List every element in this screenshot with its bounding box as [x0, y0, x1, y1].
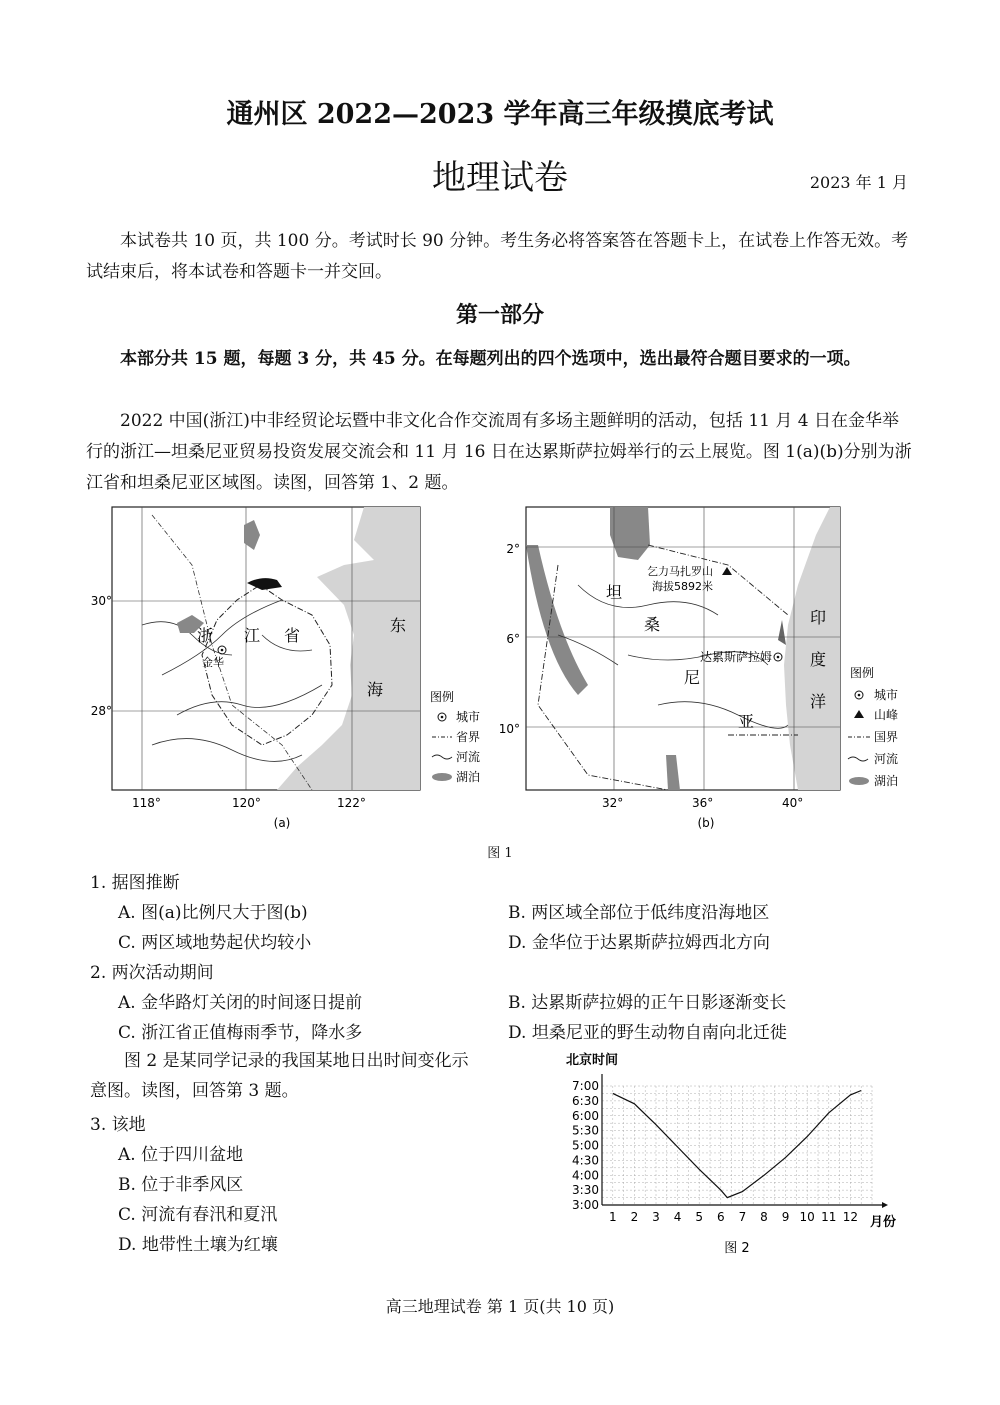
province-label-char: 省 — [284, 626, 301, 645]
question-stem: 2. 两次活动期间 — [90, 963, 214, 983]
legend-item: 湖泊 — [456, 770, 481, 784]
y-tick-label: 5:00 — [572, 1138, 599, 1153]
city-label: 金华 — [202, 656, 224, 669]
map-b-caption: (b) — [697, 816, 715, 830]
ocean-label-char: 印 — [810, 608, 827, 627]
sea-label-char: 海 — [367, 680, 384, 699]
peak-height: 海拔5892米 — [652, 580, 713, 593]
x-tick-label: 4 — [673, 1210, 682, 1224]
question-stem: 1. 据图推断 — [90, 873, 180, 893]
lon-label: 118° — [132, 796, 161, 810]
lon-label: 122° — [337, 796, 366, 810]
y-tick-label: 3:00 — [572, 1198, 599, 1212]
province-label-char: 江 — [244, 626, 261, 645]
x-axis-arrow — [882, 1202, 888, 1208]
country-label-char: 尼 — [684, 668, 701, 687]
question-option: A. 图(a)比例尺大于图(b) — [118, 903, 308, 923]
lon-label: 32° — [602, 796, 624, 810]
country-label-char: 桑 — [644, 615, 661, 634]
intro-paragraph: 本试卷共 10 页，共 100 分。考试时长 90 分钟。考生务必将答案答在答题卡上，在试卷上作答无效。考试结束后，将本试卷和答题卡一并交回。 — [86, 231, 909, 282]
legend-title: 图例 — [430, 690, 455, 704]
x-tick-label: 5 — [695, 1210, 704, 1224]
question-option: A. 金华路灯关闭的时间逐日提前 — [118, 993, 363, 1013]
ocean-label-char: 度 — [810, 650, 827, 669]
sea-label-char: 东 — [390, 616, 407, 635]
legend-item: 国界 — [874, 730, 899, 744]
figure-1-caption: 图 1 — [487, 846, 513, 861]
lat-label: 6° — [506, 632, 520, 646]
y-tick-label: 4:00 — [572, 1168, 599, 1183]
x-tick-label: 9 — [781, 1210, 790, 1224]
country-label-char: 坦 — [606, 583, 623, 602]
question-stem: 3. 该地 — [90, 1115, 146, 1135]
figure-2-caption: 图 2 — [724, 1241, 750, 1256]
map-a-caption: (a) — [273, 816, 291, 830]
y-tick-label: 7:00 — [572, 1079, 599, 1093]
country-label-char: 亚 — [738, 712, 755, 731]
x-tick-label: 8 — [760, 1210, 768, 1224]
passage-2: 图 2 是某同学记录的我国某地日出时间变化示意图。读图，回答第 3 题。 — [90, 1051, 469, 1101]
legend-item: 省界 — [456, 730, 481, 744]
sunrise-chart — [540, 1048, 920, 1263]
x-tick-label: 2 — [630, 1210, 639, 1224]
lat-label: 30° — [90, 594, 112, 608]
x-tick-label: 1 — [608, 1210, 617, 1224]
subject-title: 地理试卷 — [432, 158, 568, 198]
lon-label: 120° — [232, 796, 261, 810]
x-tick-label: 3 — [652, 1210, 660, 1224]
y-tick-label: 4:30 — [572, 1153, 599, 1168]
legend-item: 湖泊 — [874, 774, 899, 788]
map-zhejiang — [82, 505, 502, 835]
lon-label: 36° — [692, 796, 714, 810]
question-option: C. 河流有春汛和夏汛 — [118, 1205, 278, 1225]
exam-date: 2023 年 1 月 — [809, 173, 908, 192]
page-footer: 高三地理试卷 第 1 页(共 10 页) — [385, 1297, 615, 1316]
x-tick-label: 11 — [821, 1210, 837, 1224]
y-axis-label: 北京时间 — [566, 1053, 619, 1068]
section-instruction: 本部分共 15 题，每题 3 分，共 45 分。在每题列出的四个选项中，选出最符合题目要求的一项。 — [120, 349, 861, 369]
city-label: 达累斯萨拉姆 — [699, 650, 772, 664]
x-axis-label: 月份 — [870, 1215, 897, 1230]
x-tick-label: 10 — [799, 1210, 815, 1224]
question-option: A. 位于四川盆地 — [118, 1145, 244, 1165]
x-tick-label: 7 — [738, 1210, 747, 1224]
exam-title: 通州区 2022—2023 学年高三年级摸底考试 — [226, 99, 774, 130]
y-tick-label: 3:30 — [572, 1183, 599, 1198]
legend-item: 河流 — [456, 750, 481, 764]
legend-item: 山峰 — [874, 708, 899, 722]
legend-item: 河流 — [874, 752, 899, 766]
lon-label: 40° — [782, 796, 804, 810]
province-label-char: 浙 — [197, 626, 214, 645]
question-option: B. 两区域全部位于低纬度沿海地区 — [508, 903, 770, 923]
passage-1: 2022 中国(浙江)中非经贸论坛暨中非文化合作交流周有多场主题鲜明的活动，包括 11 月 4 日在金华举行的浙江—坦桑尼亚贸易投资发展交流会和 11 月 16 日在达累斯萨拉姆举行的云上展览。图 1(a)(b)分别为浙江省和坦桑尼亚区域图。读图，回答第 1、2 题。 — [86, 411, 912, 493]
lat-label: 10° — [498, 722, 520, 736]
x-tick-label: 12 — [842, 1210, 859, 1224]
legend-title: 图例 — [850, 666, 875, 680]
section-title: 第一部分 — [455, 302, 544, 328]
x-tick-label: 6 — [716, 1210, 725, 1224]
y-tick-label: 6:30 — [572, 1093, 599, 1108]
legend-item: 城市 — [874, 688, 899, 702]
question-option: B. 达累斯萨拉姆的正午日影逐渐变长 — [508, 993, 787, 1013]
question-option: C. 两区域地势起伏均较小 — [118, 933, 312, 953]
y-tick-label: 5:30 — [572, 1123, 599, 1138]
y-tick-label: 6:00 — [572, 1108, 599, 1123]
question-option: D. 坦桑尼亚的野生动物自南向北迁徙 — [508, 1023, 787, 1043]
map-tanzania — [498, 505, 918, 835]
question-option: D. 地带性土壤为红壤 — [118, 1235, 278, 1255]
question-option: B. 位于非季风区 — [118, 1175, 244, 1195]
lat-label: 28° — [90, 704, 112, 718]
ocean-label-char: 洋 — [810, 692, 827, 711]
lat-label: 2° — [506, 542, 520, 556]
question-option: D. 金华位于达累斯萨拉姆西北方向 — [508, 933, 770, 953]
legend-item: 城市 — [456, 710, 481, 724]
sunrise-line — [613, 1091, 861, 1198]
question-option: C. 浙江省正值梅雨季节，降水多 — [118, 1023, 363, 1043]
peak-name: 乞力马扎罗山 — [647, 565, 713, 578]
